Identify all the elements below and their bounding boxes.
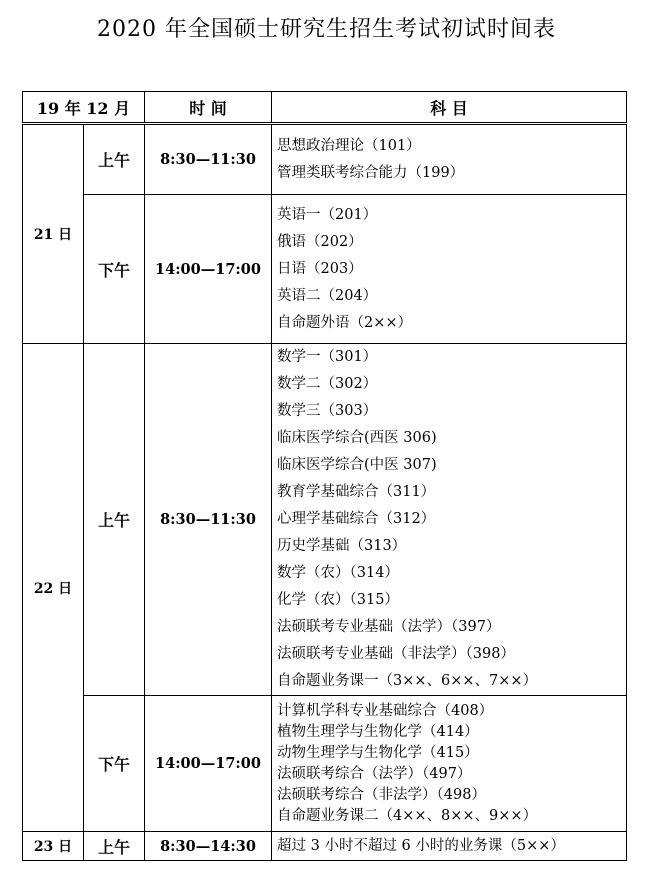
day-cell: 22 日 [23,344,84,832]
subjects-cell [272,696,627,832]
time-cell: 8:30—11:30 [145,344,272,696]
subject-item: 日语（203） [277,260,363,277]
session-row [23,124,627,195]
subject-item: 思想政治理论（101） [277,137,421,154]
header-time: 时 间 [145,92,272,124]
subject-item: 英语一（201） [277,206,378,223]
subject-item: 动物生理学与生物化学（415） [277,744,479,761]
session-row [23,344,627,696]
subject-item: 心理学基础综合（312） [277,511,436,527]
exam-schedule-table [22,91,627,861]
subjects-cell [272,124,627,195]
subject-item: 超过 3 小时不超过 6 小时的业务课（5××） [277,837,565,854]
session-row [23,195,627,344]
session-row [23,832,627,861]
subject-item: 数学（农）（314） [277,565,399,581]
time-cell: 8:30—11:30 [145,124,272,195]
subject-item: 计算机学科专业基础综合（408） [277,702,494,719]
subject-item: 法硕联考专业基础（非法学）（398） [277,646,515,662]
time-cell: 8:30—14:30 [145,832,272,861]
subjects-cell [272,344,627,696]
subject-item: 历史学基础（313） [277,538,407,554]
session-row [23,696,627,832]
subject-item: 临床医学综合(中医 307) [277,457,437,473]
subject-item: 法硕联考综合（法学）（497） [277,765,472,782]
time-cell: 14:00—17:00 [145,195,272,344]
subject-item: 自命题外语（2××） [277,314,413,331]
day-cell: 21 日 [23,124,84,344]
subject-item: 法硕联考综合（非法学）（498） [277,786,486,803]
subject-item: 管理类联考综合能力（199） [277,164,465,181]
half-day-cell: 下午 [84,195,145,344]
header-row [23,92,627,124]
subject-item: 教育学基础综合（311） [277,484,436,500]
header-subject: 科 目 [272,92,627,124]
subject-item: 数学二（302） [277,376,378,392]
page-title: 2020 年全国硕士研究生招生考试初试时间表 [97,17,556,42]
subjects-cell [272,832,627,861]
subject-item: 英语二（204） [277,287,378,304]
subjects-cell [272,195,627,344]
subject-item: 植物生理学与生物化学（414） [277,723,479,740]
subject-item: 俄语（202） [277,233,363,250]
subject-item: 自命题业务课二（4××、8××、9××） [277,807,538,824]
subject-item: 临床医学综合(西医 306) [277,430,437,446]
header-date: 19 年 12 月 [23,92,145,124]
time-cell: 14:00—17:00 [145,696,272,832]
half-day-cell: 上午 [84,124,145,195]
subject-item: 自命题业务课一（3××、6××、7××） [277,673,538,689]
half-day-cell: 上午 [84,344,145,696]
half-day-cell: 下午 [84,696,145,832]
subject-item: 数学三（303） [277,403,378,419]
subject-item: 化学（农）（315） [277,592,399,608]
subject-item: 法硕联考专业基础（法学）（397） [277,619,501,635]
half-day-cell: 上午 [84,832,145,861]
subject-item: 数学一（301） [277,349,378,365]
day-cell: 23 日 [23,832,84,861]
